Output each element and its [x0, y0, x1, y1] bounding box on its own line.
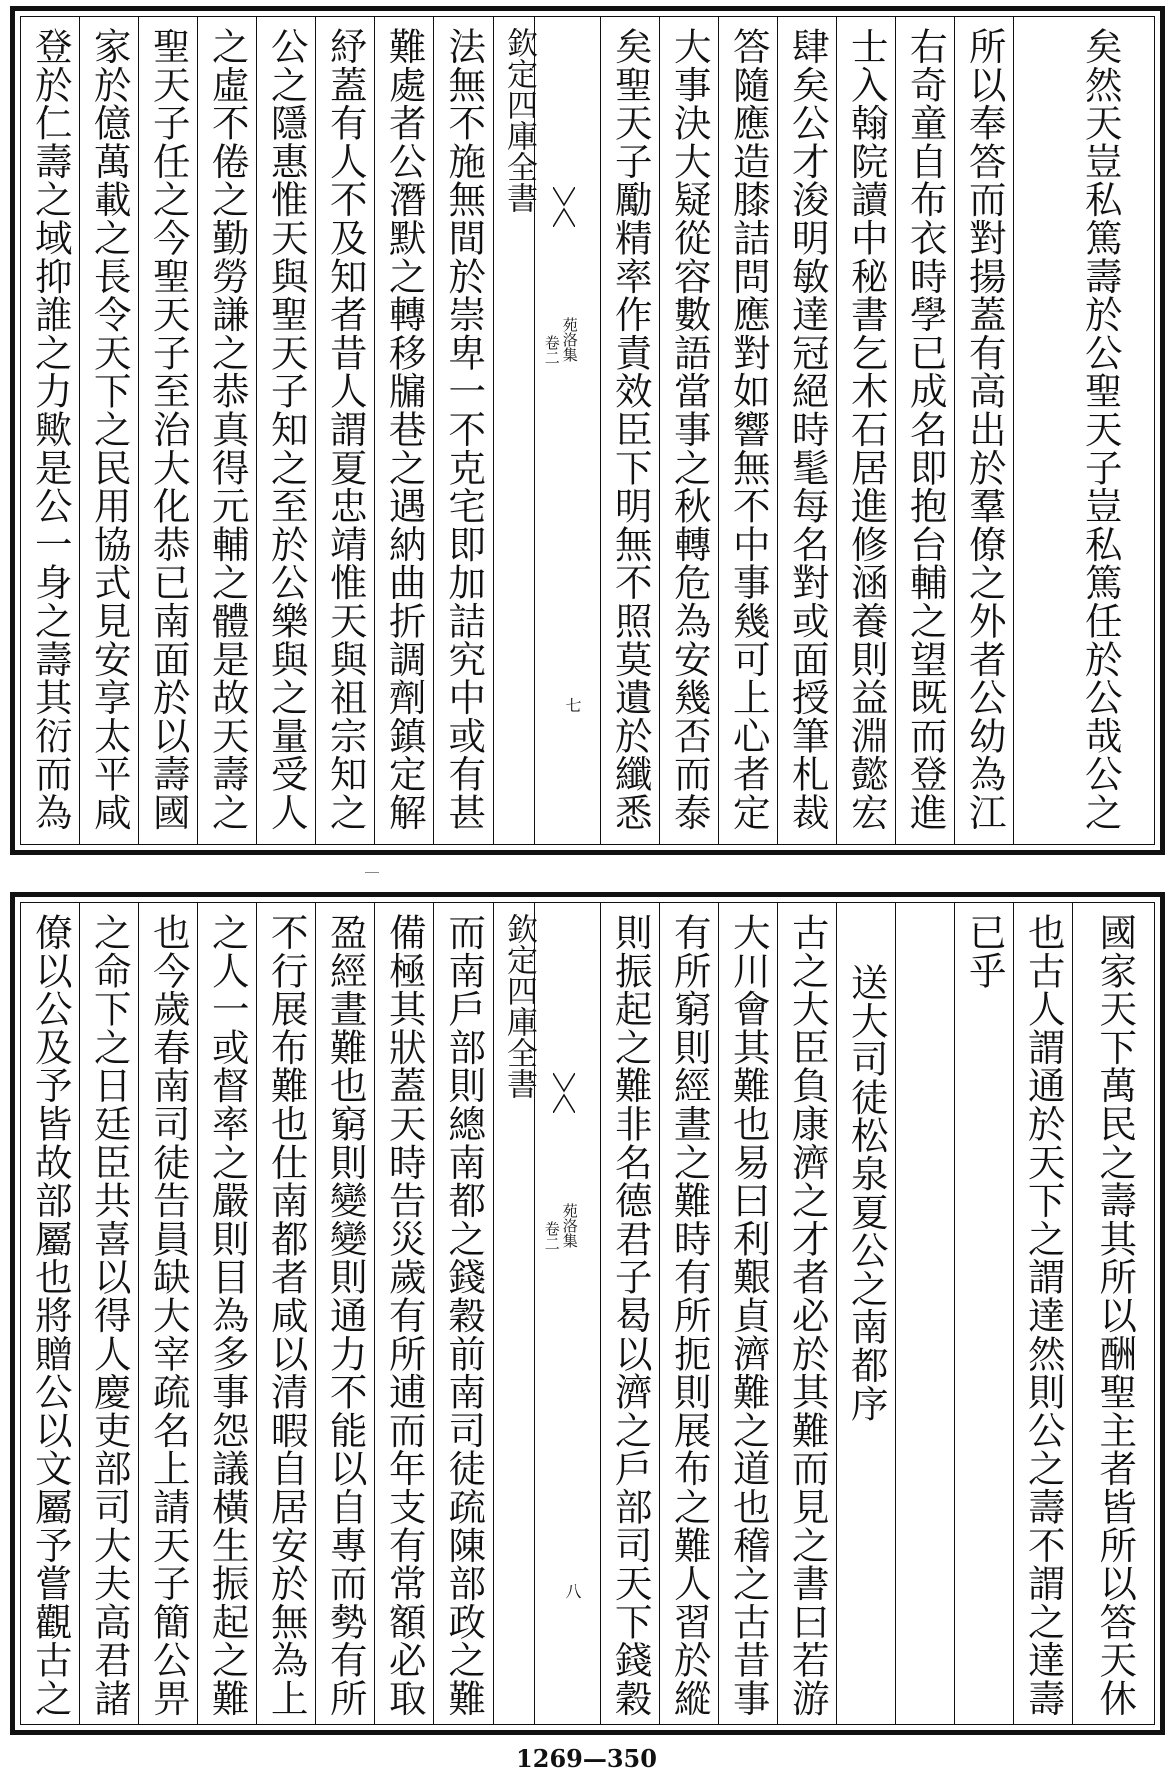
text-column: 盈經晝難也窮則變變則通力不能以自專而勢有所 [316, 903, 375, 1724]
essay-title-column: 送大司徒松泉夏公之南都序 [837, 903, 896, 1724]
folio-number: 八 [563, 1583, 582, 1599]
text-column: 則振起之難非名德君子曷以濟之戶部司天下錢穀 [601, 903, 660, 1724]
text-column: 已乎 [955, 903, 1014, 1724]
text-column: 而南戶部則總南都之錢穀前南司徒疏陳部政之難 [442, 913, 487, 1718]
fish-tail-mark-icon [553, 187, 575, 227]
top-page-frame [20, 16, 1155, 845]
text-column: 右奇童自布衣時學已成名即抱台輔之望既而登進 [896, 17, 955, 844]
text-column: 紓蓋有人不及知者昔人謂夏忠靖惟天與祖宗知之 [316, 17, 375, 844]
text-column: 家於億萬載之長令天下之民用協式見安享太平咸 [80, 17, 139, 844]
page-seam-mark [365, 872, 379, 873]
text-column: 所以奉答而對揚蓋有高出於羣僚之外者公幼為江 [955, 17, 1014, 844]
text-column: 僚以公及予皆故部屬也將贈公以文屬予嘗觀古之 [21, 903, 80, 1724]
text-column: 不行展布難也仕南都者咸以清暇自居安於無為上 [257, 903, 316, 1724]
text-column: 有所窮則經晝之難時有所扼則展布之難人習於縱 [660, 903, 719, 1724]
center-banner [493, 903, 601, 1724]
top-page [10, 6, 1165, 855]
juan-number: 卷二 [542, 335, 561, 365]
bottom-page [10, 892, 1165, 1735]
book-title: 苑洛集 [560, 317, 579, 362]
text-column: 之虛不倦之勤勞謙之恭真得元輔之體是故天壽之 [198, 17, 257, 844]
text-column: 之人一或督率之嚴則目為多事怨議橫生振起之難 [198, 903, 257, 1724]
text-column: 大事決大疑從容數語當事之秋轉危為安幾否而泰 [660, 17, 719, 844]
text-column: 公之隱惠惟天與聖天子知之至於公樂與之量受人 [257, 17, 316, 844]
blank-column [896, 903, 955, 1724]
bottom-page-frame [20, 902, 1155, 1725]
text-column: 答隨應造膝詰問應對如響無不中事幾可上心者定 [719, 17, 778, 844]
banner-meta [534, 17, 601, 844]
book-title: 苑洛集 [560, 1203, 579, 1248]
text-column: 肆矣公才浚明敏達冠絕時髦每名對或面授筆札裁 [778, 17, 837, 844]
text-column: 國家天下萬民之壽其所以酬聖主者皆所以答天休 [1093, 913, 1138, 1718]
text-column: 之命下之日廷臣共喜以得人慶吏部司大夫高君諸 [80, 903, 139, 1724]
text-column: 大川會其難也易曰利艱貞濟難之道也稽之古昔事 [719, 903, 778, 1724]
banner-meta [534, 903, 601, 1724]
text-column: 登於仁壽之域抑誰之力歟是公一身之壽其衍而為 [21, 17, 80, 844]
juan-number: 卷二 [542, 1221, 561, 1251]
fish-tail-mark-icon [553, 1073, 575, 1113]
text-column: 士入翰院讀中秘書乞木石居進修涵養則益淵懿宏 [837, 17, 896, 844]
text-column: 難處者公潛默之轉移牖巷之遇納曲折調劑鎮定解 [375, 17, 434, 844]
text-column: 也古人謂通於天下之謂達然則公之壽不謂之達壽 [1014, 903, 1073, 1724]
banner-title: 欽定四庫全書 [501, 913, 537, 1099]
center-banner [493, 17, 601, 844]
text-column: 備極其狀蓋天時告災歲有所逋而年支有常額必取 [375, 903, 434, 1724]
folio-number: 七 [563, 697, 582, 713]
text-column: 也今歲春南司徒告員缺大宰疏名上請天子簡公畀 [139, 903, 198, 1724]
text-column: 矣聖天子勵精率作責效臣下明無不照莫遺於纖悉 [601, 17, 660, 844]
text-column: 古之大臣負康濟之才者必於其難而見之書曰若游 [778, 903, 837, 1724]
text-column: 法無不施無間於崇卑一不克宅即加詰究中或有甚 [442, 27, 487, 832]
text-column: 聖天子任之今聖天子至治大化恭已南面於以壽國 [139, 17, 198, 844]
banner-title: 欽定四庫全書 [501, 27, 537, 213]
text-column: 矣然天豈私篤壽於公聖天子豈私篤任於公哉公之 [1078, 27, 1123, 832]
page-footer-number: 1269—350 [516, 1744, 657, 1773]
